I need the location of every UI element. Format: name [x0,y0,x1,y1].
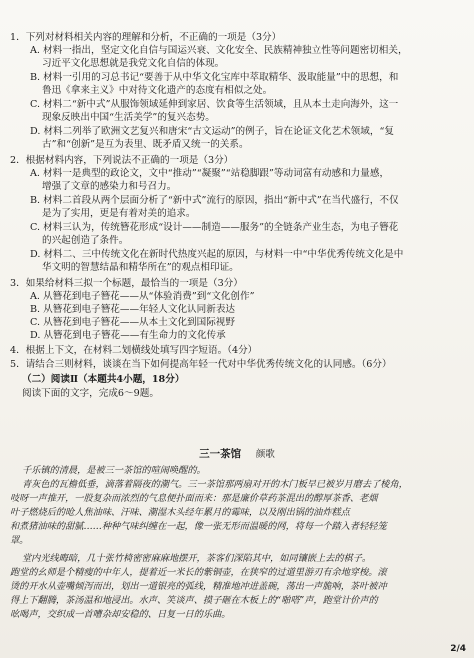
q1-option-b: B. 材料一引用的习总书记“要善于从中华文化宝库中萃取精华、汲取能量”中的思想，和 [30,72,399,83]
story-paragraph-line: 跑堂的幺师是个精瘦的中年人，提着近一米长的紫铜壶，在狭窄的过道里游刃有余地穿梭。滚 [10,567,387,578]
question-2: 2．根据材料内容，下列说法不正确的一项是（3分） [10,155,234,166]
page-number: 2/4 [450,644,466,654]
q3-option-a: A. 从簪花到电子簪花——从“体验消费”到“文化创作” [30,291,255,302]
story-paragraph-line: 堂内光线晦暗，几十张竹椅密密麻麻地摆开，茶客们深陷其中，如同镶嵌上去的棋子。 [22,553,372,564]
q1-option-c-cont: 现象反映出中国“生活美学”的复兴态势。 [42,112,215,123]
story-paragraph-line: 烫的开水从壶嘴倾泻而出，划出一道银亮的弧线，精准地冲进盖碗，荡出一声脆响，茶叶被冲 [10,581,387,592]
q3-option-c: C. 从簪花到电子簪花——从本土文化到国际视野 [30,317,235,328]
story-paragraph-line: 得上下翻腾，茶汤温和地浸出。水声、笑谈声、摸子砸在木板上的“啪嗒”声，跑堂计价声的 [10,595,378,606]
story-author: 颜歌 [255,449,275,460]
q2-option-d: D. 材料二、三中传统文化在新时代热度兴起的原因，与材料一中“中华优秀传统文化是中 [30,249,404,260]
q2-option-c: C. 材料三认为，传统簪花形成“设计——制造——服务”的全链条产业生态，为电子簪花 [30,222,399,233]
q1-option-b-cont: 鲁迅《拿来主义》中对待文化遗产的态度有相似之处。 [42,85,273,96]
question-3: 3．如果给材料三拟一个标题，最恰当的一项是（3分） [10,278,243,289]
q3-option-b: B. 从簪花到电子簪花——年轻人文化认同新表达 [30,304,236,315]
story-paragraph-line: 吱呀一声推开，一股复杂而浓烈的气息便扑面而来：那是廉价草药茶混出的醇厚茶香、老烟 [10,493,378,504]
story-title: 三一茶馆 [199,448,242,460]
q2-option-c-cont: 的兴起创造了条件。 [42,235,129,246]
q1-option-a-cont: 习近平文化思想就是我党文化自信的体现。 [42,58,225,69]
q1-option-d-cont: 古”和“创新”是互为表里、既矛盾又统一的关系。 [42,139,249,150]
q2-option-a: A. 材料一是典型的政论文，文中“推动”“凝聚”“站稳脚跟”等动词富有动感和力量感， [30,168,390,179]
story-paragraph-line: 青灰色的瓦檐低垂，滴落着隔夜的潮气。三一茶馆那两扇对开的木门板早已被岁月磨去了棱角， [22,479,408,490]
story-paragraph-line: 千乐镇的清晨，是被三一茶馆的喧闹唤醒的。 [22,465,206,476]
q1-option-c: C. 材料二“新中式”从服饰领域延伸到家居、饮食等生活领域，且从本土走向海外，这一 [30,99,399,110]
story-paragraph-line: 叶子燃烧后的呛人焦油味、汗味、潮湿木头经年累月的霉味，以及刚出锅的油炸糕点 [10,507,350,518]
story-paragraph-line: 罩。 [10,535,29,546]
question-5: 5．请结合三则材料，谈谈在当下如何提高年轻一代对中华优秀传统文化的认同感。（6分） [10,359,392,370]
reading-instruction: 阅读下面的文字，完成6～9题。 [22,388,159,399]
q2-option-a-cont: 增强了文章的感染力和号召力。 [42,181,177,192]
q2-option-b: B. 材料二首段从两个层面分析了“新中式”流行的原因，指出“新中式”在当代盛行，不仅 [30,195,399,206]
q2-option-d-cont: 华文明的智慧结晶和精华所在”的观点相印证。 [42,262,239,273]
story-paragraph-line: 和煮猪油味的甜腻……种种气味纠缠在一起，像一张无形而温暖的网，将每一个踏入者轻轻笼 [10,521,387,532]
q2-option-b-cont: 是为了实用，更是有着对美的追求。 [42,208,196,219]
question-4: 4．根据上下文，在材料二划横线处填写四字短语。（4分） [10,345,258,356]
q3-option-d: D. 从簪花到电子簪花——有生命力的文化传承 [30,330,226,341]
section-heading: （二）阅读Ⅱ（本题共4小题，18分） [22,374,185,385]
story-title-line [0,448,474,461]
q1-option-d: D. 材料二列举了欧洲文艺复兴和唐宋“古文运动”的例子，旨在论证文化艺术领域，“复 [30,126,394,137]
question-1: 1．下列对材料相关内容的理解和分析，不正确的一项是（3分） [10,32,282,43]
story-paragraph-line: 吆喝声，交织成一首嘈杂却安稳的、日复一日的乐曲。 [10,609,231,620]
q1-option-a: A. 材料一指出，坚定文化自信与国运兴衰、文化安全、民族精神独立性等问题密切相关， [30,45,408,56]
